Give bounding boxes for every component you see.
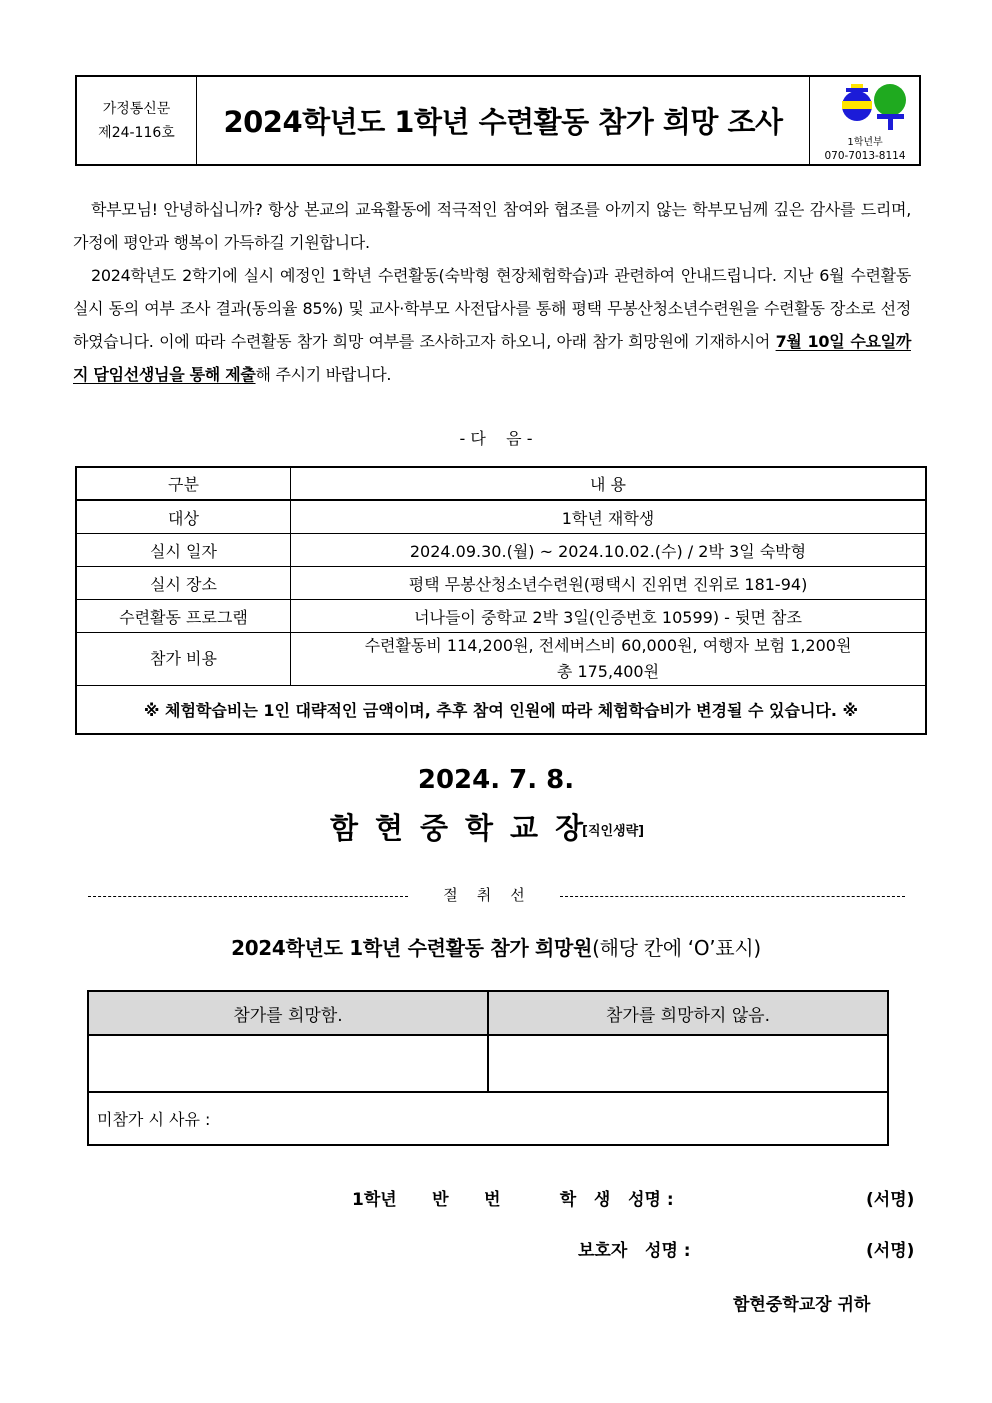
row-value: 1학년 재학생: [291, 500, 927, 534]
student-signature-line[interactable]: 1학년 반 번 학 생 성명 :: [352, 1190, 674, 1210]
notice-text-b: 해 주시기 바랍니다.: [255, 365, 392, 384]
page-title: 2024학년도 1학년 수련활동 참가 희망 조사: [223, 105, 783, 139]
guardian-sign-mark: (서명): [866, 1241, 915, 1261]
school-logo: [840, 80, 912, 136]
cost-total: 총 175,400원: [556, 662, 660, 681]
form-title-instruction: (해당 칸에 ‘O’표시): [592, 936, 761, 960]
row-value: 너나들이 중학교 2박 3일(인증번호 10599) - 뒷면 참조: [291, 600, 927, 633]
header-category: 구분: [76, 467, 291, 500]
doc-type: 가정통신문: [102, 100, 171, 117]
principal-name: 함현중학교장: [330, 811, 601, 845]
student-sign-mark: (서명): [866, 1190, 915, 1210]
letter-header: [75, 75, 921, 166]
submission-deadline: 7월 10일 수요일까지 담임선생님을 통해 제출: [73, 332, 911, 384]
department-label: 1학년부: [847, 137, 883, 148]
doc-number: 제24-116호: [98, 124, 175, 141]
row-label: 대상: [76, 500, 291, 534]
issue-date: 2024. 7. 8.: [417, 765, 575, 795]
doc-info-cell: [77, 77, 197, 164]
table-row-cost: [76, 633, 926, 686]
table-note-row: [76, 686, 926, 735]
cut-line-right: [560, 896, 905, 897]
form-reason-row: [88, 1092, 888, 1145]
form-title: [0, 933, 992, 963]
addressee: 함현중학교장 귀하: [733, 1295, 871, 1315]
row-value: 평택 무봉산청소년수련원(평택시 진위면 진위로 181-94): [291, 567, 927, 600]
row-label: 실시 일자: [76, 534, 291, 567]
form-header-row: [88, 991, 888, 1035]
guardian-signature-line[interactable]: 보호자 성명 :: [578, 1241, 691, 1261]
cost-note: ※ 체험학습비는 1인 대략적인 금액이며, 추후 참여 인원에 따라 체험학습비가 변경될 수 있습니다. ※: [76, 686, 926, 735]
cut-line-left: [88, 896, 408, 897]
table-row: [76, 534, 926, 567]
col-participate: 참가를 희망함.: [88, 991, 488, 1035]
cost-breakdown: 수련활동비 114,200원, 전세버스비 60,000원, 여행자 보험 1,200원: [364, 636, 852, 655]
row-label: 참가 비용: [76, 633, 291, 686]
participation-form-table: [87, 990, 889, 1146]
reason-field[interactable]: [88, 1092, 888, 1145]
activity-info-table: [75, 466, 927, 735]
col-not-participate: 참가를 희망하지 않음.: [488, 991, 888, 1035]
table-header-row: [76, 467, 926, 500]
notice-paragraph: [73, 259, 911, 391]
phone-number: 070-7013-8114: [824, 150, 906, 162]
section-marker: - 다 음 -: [459, 429, 533, 448]
notice-text-a: 2024학년도 2학기에 실시 예정인 1학년 수련활동(숙박형 현장체험학습)과 관련하여 안내드립니다. 지난 6월 수련활동 실시 동의 여부 조사 결과(동의율 85%) 및 교사·학부모 사전답사를 통해 평택 무봉산청소년수련원을 수련활동 장소로 선정하였습니다. 이에 따라 수련활동 참가 희망 여부를 조사하고자 하오니, 아래 참가 희망원에 기재하시어: [73, 266, 911, 351]
participate-mark-cell[interactable]: [88, 1035, 488, 1092]
row-label: 실시 장소: [76, 567, 291, 600]
table-row: [76, 567, 926, 600]
header-content: 내 용: [291, 467, 927, 500]
seal-omitted: [직인생략]: [582, 824, 645, 839]
row-label: 수련활동 프로그램: [76, 600, 291, 633]
cost-value: [291, 633, 927, 686]
form-title-main: 2024학년도 1학년 수련활동 참가 희망원: [231, 936, 593, 960]
cut-line-label: 절 취 선: [443, 886, 525, 904]
row-value: 2024.09.30.(월) ~ 2024.10.02.(수) / 2박 3일 숙박형: [291, 534, 927, 567]
table-row: [76, 600, 926, 633]
reason-label: 미참가 시 사유 :: [97, 1110, 211, 1129]
school-logo-cell: [809, 77, 919, 164]
form-answer-row: [88, 1035, 888, 1092]
not-participate-mark-cell[interactable]: [488, 1035, 888, 1092]
table-row: [76, 500, 926, 534]
greeting-paragraph: 학부모님! 안녕하십니까? 항상 본교의 교육활동에 적극적인 참여와 협조를 아끼지 않는 학부모님께 깊은 감사를 드리며, 가정에 평안과 행복이 가득하길 기원합니다.: [73, 200, 911, 252]
